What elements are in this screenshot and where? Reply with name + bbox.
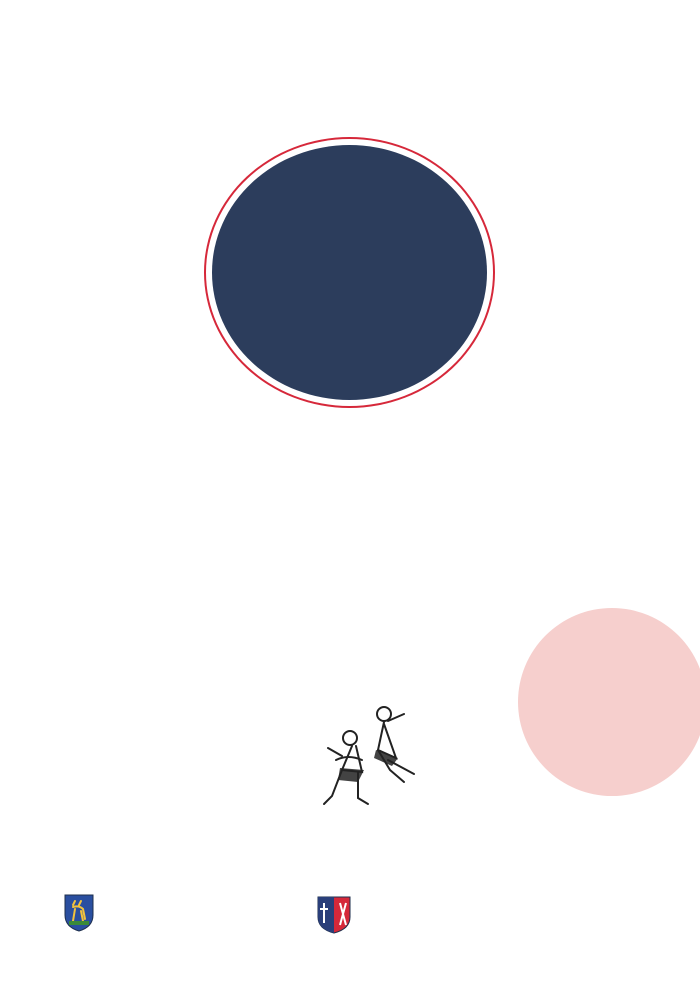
side-activities-circle bbox=[518, 608, 700, 796]
village-crest-icon bbox=[63, 893, 95, 933]
region-crest-icon bbox=[316, 895, 352, 935]
dancing-couple-illustration bbox=[318, 700, 418, 825]
title-medallion bbox=[212, 145, 487, 400]
program-section bbox=[60, 510, 460, 526]
dotted-divider bbox=[0, 877, 700, 883]
